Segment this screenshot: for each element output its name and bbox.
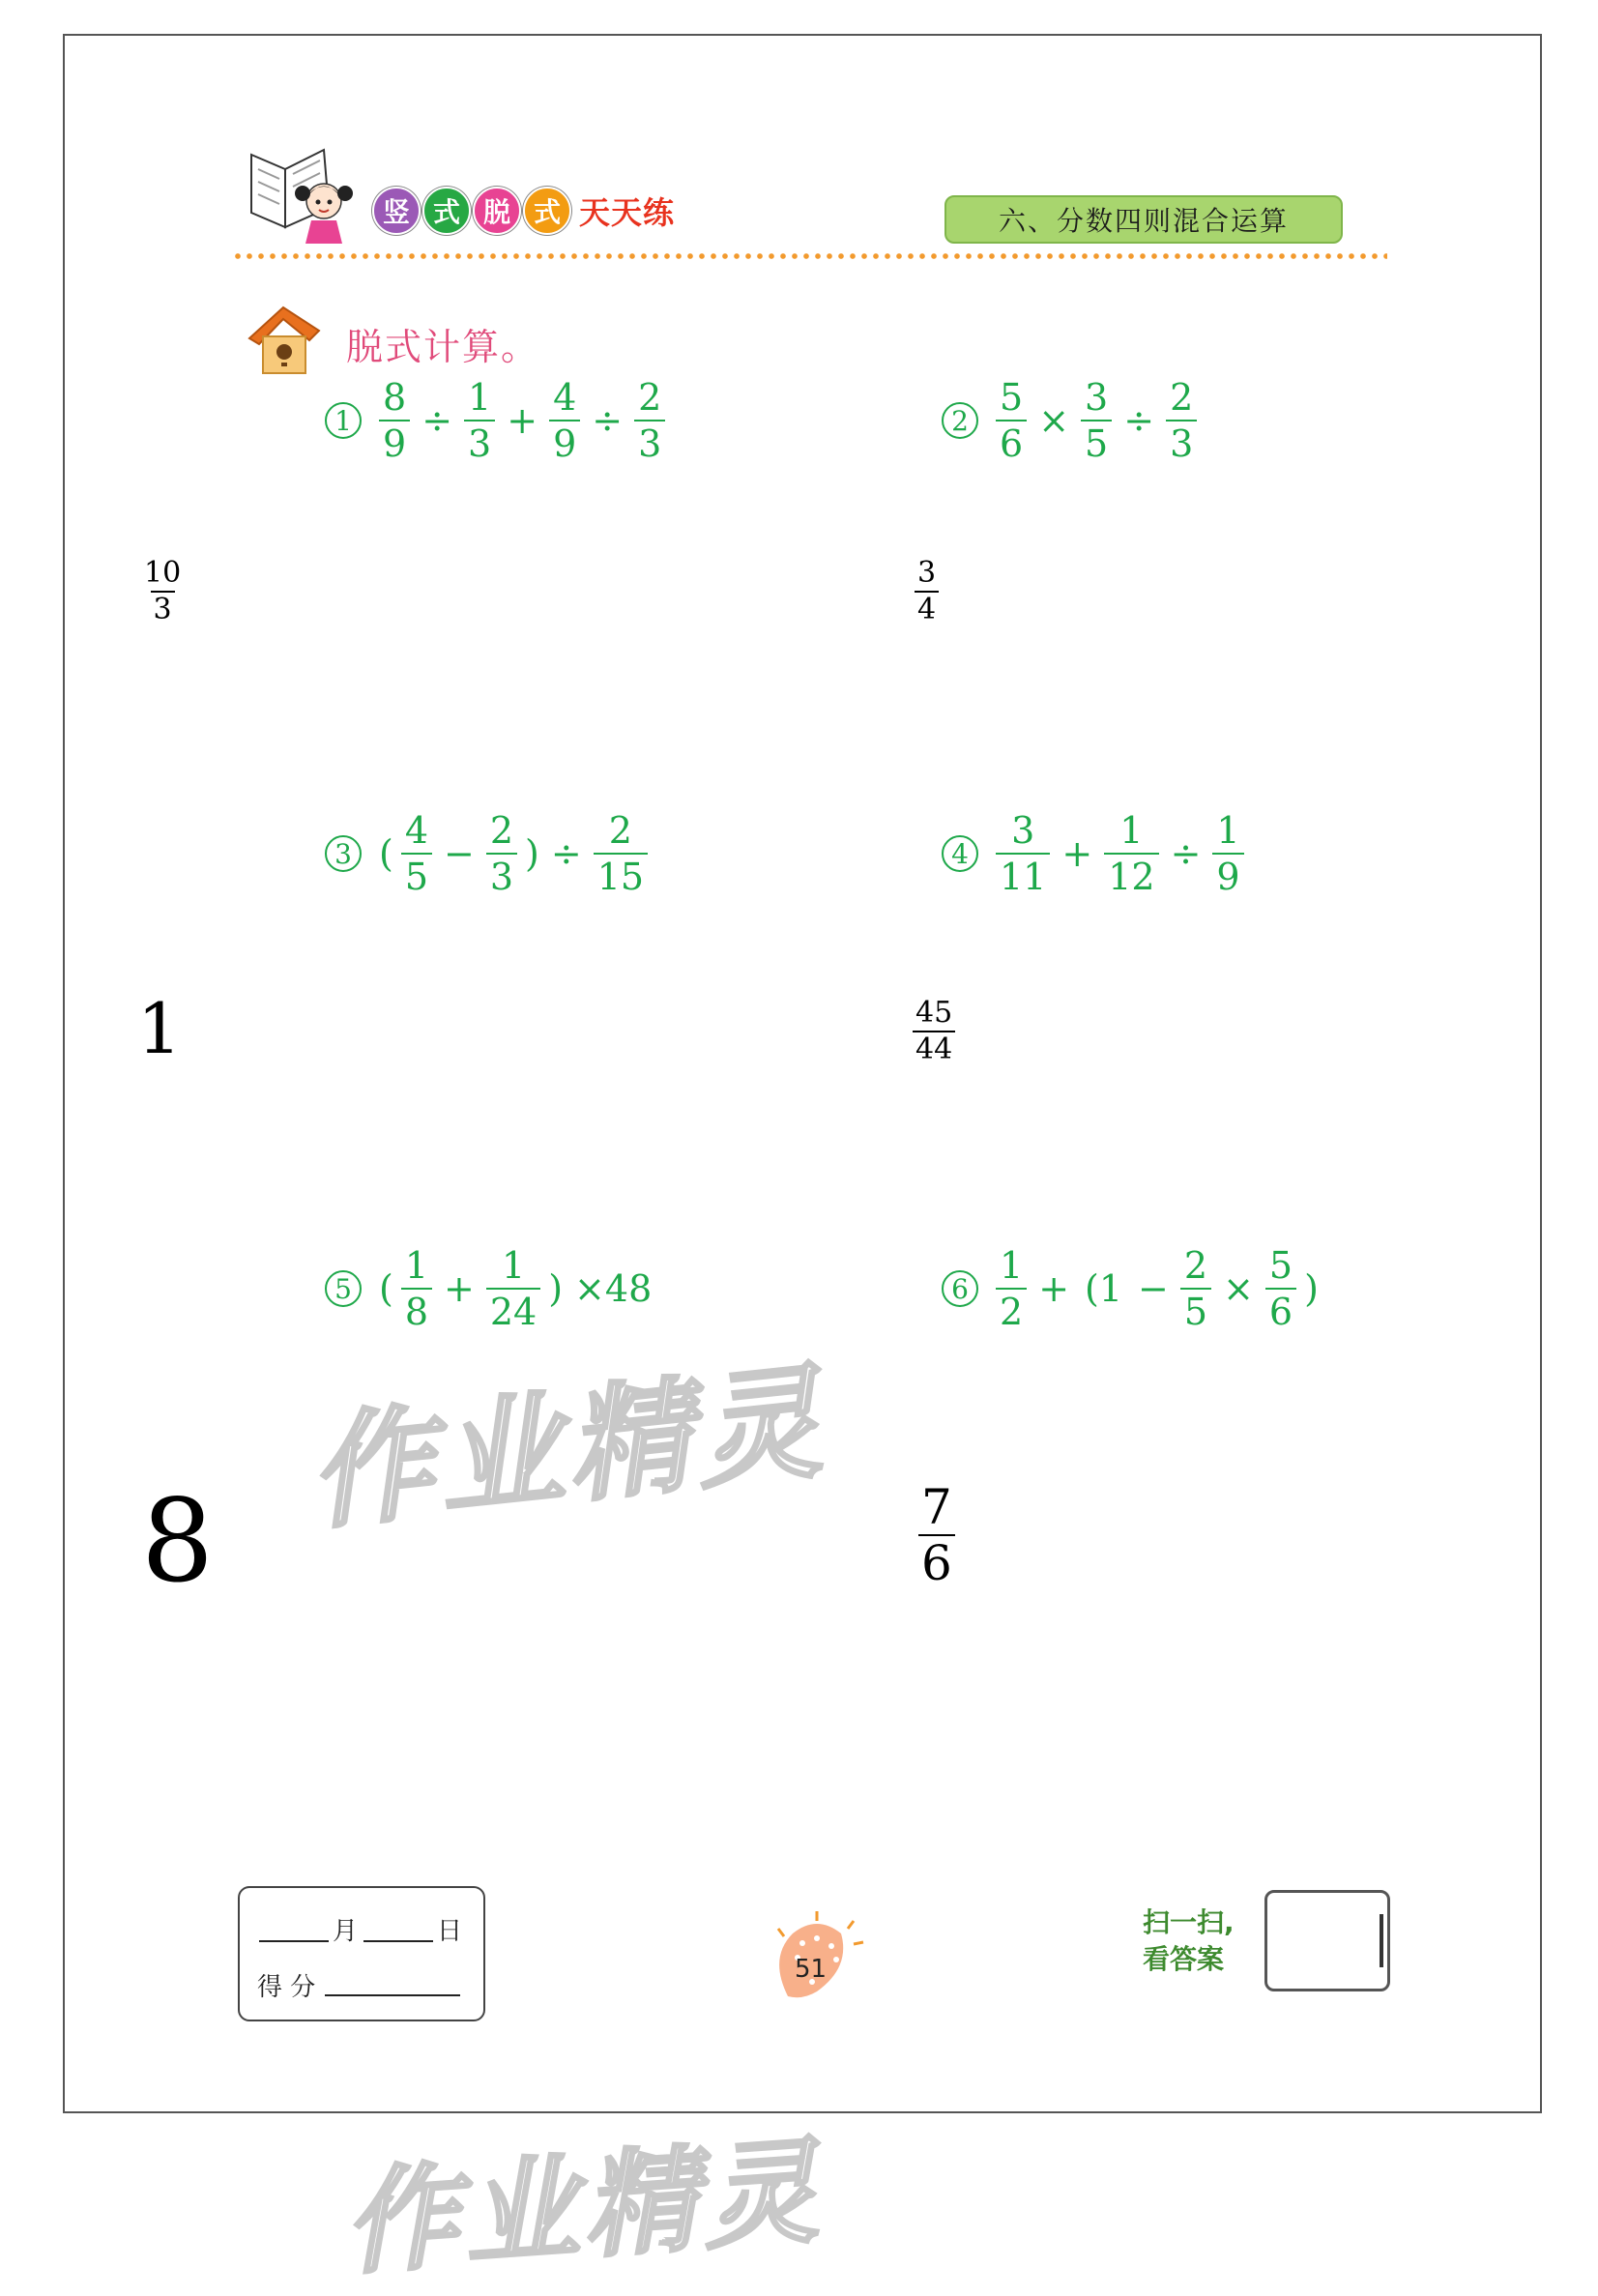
denominator: 3 xyxy=(151,591,175,625)
numerator: 1 xyxy=(468,376,492,419)
numerator: 7 xyxy=(921,1479,952,1535)
answer-2 xyxy=(915,556,939,625)
brand-char: 式 xyxy=(523,187,571,235)
denominator: 3 xyxy=(1166,420,1197,462)
problem-number: 1 xyxy=(325,402,362,439)
problem-6 xyxy=(942,1244,1322,1333)
numerator: 8 xyxy=(383,376,407,419)
month-blank[interactable] xyxy=(259,1915,329,1942)
operand-fraction xyxy=(1081,376,1112,465)
denominator: 5 xyxy=(401,853,432,895)
denominator: 5 xyxy=(1081,420,1112,462)
problem-number: 2 xyxy=(942,402,978,439)
answer-4 xyxy=(913,996,955,1064)
answer-fraction xyxy=(918,1479,955,1591)
operand-fraction xyxy=(1166,376,1197,465)
parenthesis: ( xyxy=(379,1267,393,1310)
operator: ÷ xyxy=(592,399,624,442)
answer-1 xyxy=(141,556,184,625)
answer-fraction xyxy=(915,556,939,626)
numerator: 2 xyxy=(1183,1244,1208,1287)
denominator: 4 xyxy=(915,591,939,625)
numerator: 5 xyxy=(1000,376,1024,419)
parenthesis: ) xyxy=(1304,1267,1319,1310)
operand-fraction xyxy=(634,376,665,465)
problem-3 xyxy=(325,809,652,898)
numerator: 1 xyxy=(1216,809,1240,852)
operator: ÷ xyxy=(421,399,453,442)
brand-title xyxy=(372,187,675,235)
page-number: 51 xyxy=(795,1955,828,1984)
numerator: 45 xyxy=(915,996,953,1030)
parenthesis: ) xyxy=(525,832,539,875)
denominator: 9 xyxy=(1212,853,1243,895)
score-blank[interactable] xyxy=(325,1969,460,1996)
operand-fraction xyxy=(594,809,648,898)
watermark: 作业精灵 xyxy=(302,1350,833,1548)
score-label: 得 分 xyxy=(257,1973,316,2002)
operator: − xyxy=(444,832,475,875)
numerator: 1 xyxy=(1000,1244,1024,1287)
denominator: 3 xyxy=(464,420,495,462)
denominator: 44 xyxy=(913,1031,955,1064)
problem-1 xyxy=(325,376,669,465)
denominator: 9 xyxy=(549,420,580,462)
scan-line-1: 扫一扫, xyxy=(1143,1906,1235,1938)
numerator: 4 xyxy=(553,376,577,419)
operator: ×48 xyxy=(574,1267,653,1310)
operator: + xyxy=(507,399,538,442)
operand-fraction xyxy=(401,809,432,898)
operator: + xyxy=(444,1267,475,1310)
brand-char: 脱 xyxy=(473,187,521,235)
operand-fraction xyxy=(1212,809,1243,898)
operator: + xyxy=(1061,832,1093,875)
denominator: 24 xyxy=(486,1288,540,1330)
section-title: 脱式计算。 xyxy=(346,326,540,368)
brand-char: 式 xyxy=(422,187,471,235)
problem-4 xyxy=(942,809,1248,898)
leaf-page-badge-icon xyxy=(759,1900,875,2006)
denominator: 6 xyxy=(918,1534,955,1587)
numerator: 2 xyxy=(1170,376,1194,419)
numerator: 3 xyxy=(917,556,937,590)
operator: ÷ xyxy=(550,832,582,875)
numerator: 5 xyxy=(1268,1244,1293,1287)
denominator: 2 xyxy=(996,1288,1027,1330)
numerator: 3 xyxy=(1085,376,1109,419)
watermark: 作业精灵 xyxy=(339,2123,828,2291)
denominator: 6 xyxy=(996,420,1027,462)
operator: × xyxy=(1038,399,1070,442)
numerator: 1 xyxy=(501,1244,526,1287)
answer-3 xyxy=(137,988,182,1069)
answer-6 xyxy=(918,1479,955,1591)
operator: ÷ xyxy=(1170,832,1202,875)
denominator: 15 xyxy=(594,853,648,895)
denominator: 11 xyxy=(996,853,1050,895)
denominator: 3 xyxy=(486,853,517,895)
answer-value: 1 xyxy=(137,988,182,1069)
chapter-label: 六、分数四则混合运算 xyxy=(944,195,1343,244)
parenthesis: ( xyxy=(379,832,393,875)
operator: ÷ xyxy=(1123,399,1155,442)
operator: × xyxy=(1223,1267,1254,1310)
operand-fraction xyxy=(379,376,410,465)
answer-fraction xyxy=(141,556,184,626)
denominator: 9 xyxy=(379,420,410,462)
day-label: 日 xyxy=(437,1917,463,1946)
scan-prompt xyxy=(1143,1904,1235,1978)
operand-fraction xyxy=(1104,809,1158,898)
date-score-box xyxy=(238,1886,485,2021)
numerator: 2 xyxy=(608,809,632,852)
problem-5 xyxy=(325,1244,659,1333)
denominator: 6 xyxy=(1265,1288,1296,1330)
answer-5 xyxy=(141,1474,214,1608)
numerator: 4 xyxy=(404,809,429,852)
numerator: 3 xyxy=(1011,809,1035,852)
operator: + xyxy=(1038,1267,1070,1310)
brand-char: 竖 xyxy=(372,187,421,235)
answer-value: 8 xyxy=(141,1474,215,1608)
operator: (1 xyxy=(1085,1267,1123,1310)
numerator: 1 xyxy=(404,1244,429,1287)
denominator: 3 xyxy=(634,420,665,462)
operand-fraction xyxy=(401,1244,432,1333)
month-label: 月 xyxy=(333,1917,359,1946)
numerator: 2 xyxy=(638,376,662,419)
operand-fraction xyxy=(996,376,1027,465)
parenthesis: ) xyxy=(548,1267,564,1310)
answer-fraction xyxy=(913,996,955,1066)
qr-code-placeholder[interactable] xyxy=(1264,1890,1390,1991)
operand-fraction xyxy=(996,1244,1027,1333)
denominator: 5 xyxy=(1180,1288,1211,1330)
operand-fraction xyxy=(1180,1244,1211,1333)
scan-line-2: 看答案 xyxy=(1143,1943,1225,1975)
dotted-divider xyxy=(232,253,1387,259)
denominator: 12 xyxy=(1104,853,1158,895)
brand-tail: 天天练 xyxy=(579,194,676,231)
denominator: 8 xyxy=(401,1288,432,1330)
problem-2 xyxy=(942,376,1201,465)
problem-number: 3 xyxy=(325,835,362,872)
problem-number: 4 xyxy=(942,835,978,872)
problem-number: 5 xyxy=(325,1270,362,1307)
operand-fraction xyxy=(464,376,495,465)
operand-fraction xyxy=(549,376,580,465)
day-blank[interactable] xyxy=(363,1915,433,1942)
problem-number: 6 xyxy=(942,1270,978,1307)
operand-fraction xyxy=(486,809,517,898)
birdhouse-icon xyxy=(240,302,327,379)
numerator: 10 xyxy=(144,556,182,590)
operand-fraction xyxy=(486,1244,540,1333)
numerator: 1 xyxy=(1119,809,1144,852)
operand-fraction xyxy=(1265,1244,1296,1333)
numerator: 2 xyxy=(489,809,514,852)
operator: − xyxy=(1138,1267,1169,1310)
girl-mascot-icon xyxy=(290,174,358,247)
operand-fraction xyxy=(996,809,1050,898)
